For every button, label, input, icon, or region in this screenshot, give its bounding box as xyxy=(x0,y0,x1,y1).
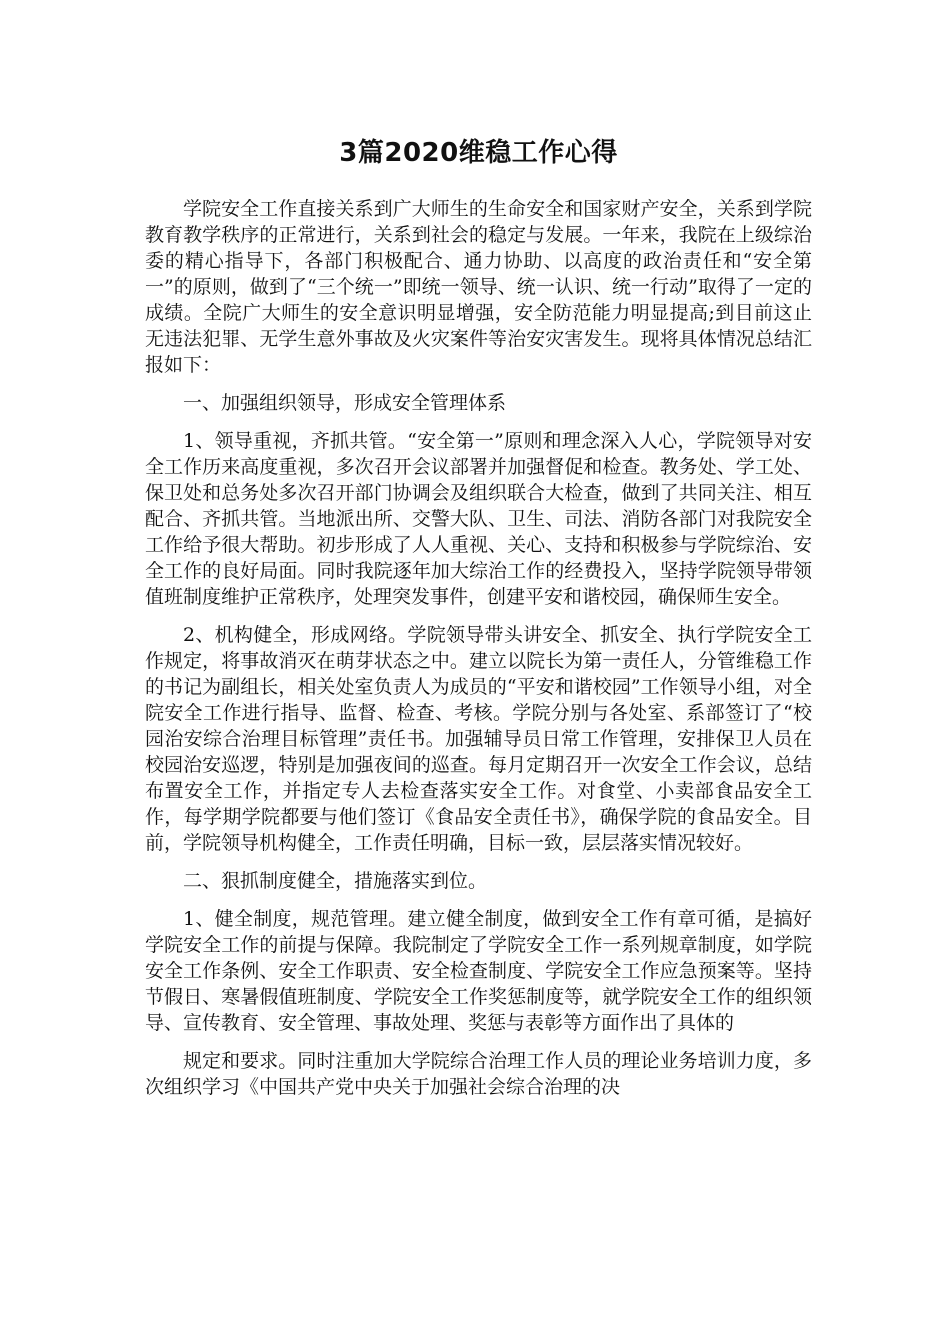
section-2-heading: 二、狠抓制度健全，措施落实到位。 xyxy=(183,870,488,892)
section-2-paragraph-1: 1、健全制度，规范管理。建立健全制度，做到安全工作有章可循，是搞好学院安全工作的前提与保障。我院制定了学院安全工作一系列规章制度，如学院安全工作条例、安全工作职责、安全检查制度、学院安全工作应急预案等。坚持节假日、寒暑假值班制度、学院安全工作奖惩制度等，就学院安全工作的组织领导、宣传教育、安全管理、事故处理、奖惩与表彰等方面作出了具体的 xyxy=(145,908,812,1034)
section-1-paragraph-2: 2、机构健全，形成网络。学院领导带头讲安全、抓安全、执行学院安全工作规定，将事故消灭在萌芽状态之中。建立以院长为第一责任人，分管维稳工作的书记为副组长，相关处室负责人为成员的“平安和谐校园”工作领导小组，对全院安全工作进行指导、监督、检查、考核。学院分别与各处室、系部签订了“校园治安综合治理目标管理”责任书。加强辅导员日常工作管理，安排保卫人员在校园治安巡逻，特别是加强夜间的巡查。每月定期召开一次安全工作会议，总结布置安全工作，并指定专人去检查落实安全工作。对食堂、小卖部食品安全工作，每学期学院都要与他们签订《食品安全责任书》，确保学院的食品安全。目前，学院领导机构健全，工作责任明确，目标一致，层层落实情况较好。 xyxy=(145,624,812,854)
section-1-heading: 一、加强组织领导，形成安全管理体系 xyxy=(183,392,507,414)
document-title: 3篇2020维稳工作心得 xyxy=(339,138,618,168)
document-page xyxy=(145,130,812,1112)
intro-paragraph: 学院安全工作直接关系到广大师生的生命安全和国家财产安全，关系到学院教育教学秩序的正常进行，关系到社会的稳定与发展。一年来，我院在上级综治委的精心指导下，各部门积极配合、通力协助、以高度的政治责任和“安全第一”的原则，做到了“三个统一”即统一领导、统一认识、统一行动”取得了一定的成绩。全院广大师生的安全意识明显增强，安全防范能力明显提高;到目前这止无违法犯罪、无学生意外事故及火灾案件等治安灾害发生。现将具体情况总结汇报如下： xyxy=(145,198,812,376)
section-1-paragraph-1: 1、领导重视，齐抓共管。“安全第一”原则和理念深入人心，学院领导对安全工作历来高度重视，多次召开会议部署并加强督促和检查。教务处、学工处、保卫处和总务处多次召开部门协调会及组织联合大检查，做到了共同关注、相互配合、齐抓共管。当地派出所、交警大队、卫生、司法、消防各部门对我院安全工作给予很大帮助。初步形成了人人重视、关心、支持和积极参与学院综治、安全工作的良好局面。同时我院逐年加大综治工作的经费投入，坚持学院领导带领值班制度维护正常秩序，处理突发事件，创建平安和谐校园，确保师生安全。 xyxy=(145,430,812,608)
section-2-paragraph-2: 规定和要求。同时注重加大学院综合治理工作人员的理论业务培训力度，多次组织学习《中国共产党中央关于加强社会综合治理的决 xyxy=(145,1050,812,1098)
